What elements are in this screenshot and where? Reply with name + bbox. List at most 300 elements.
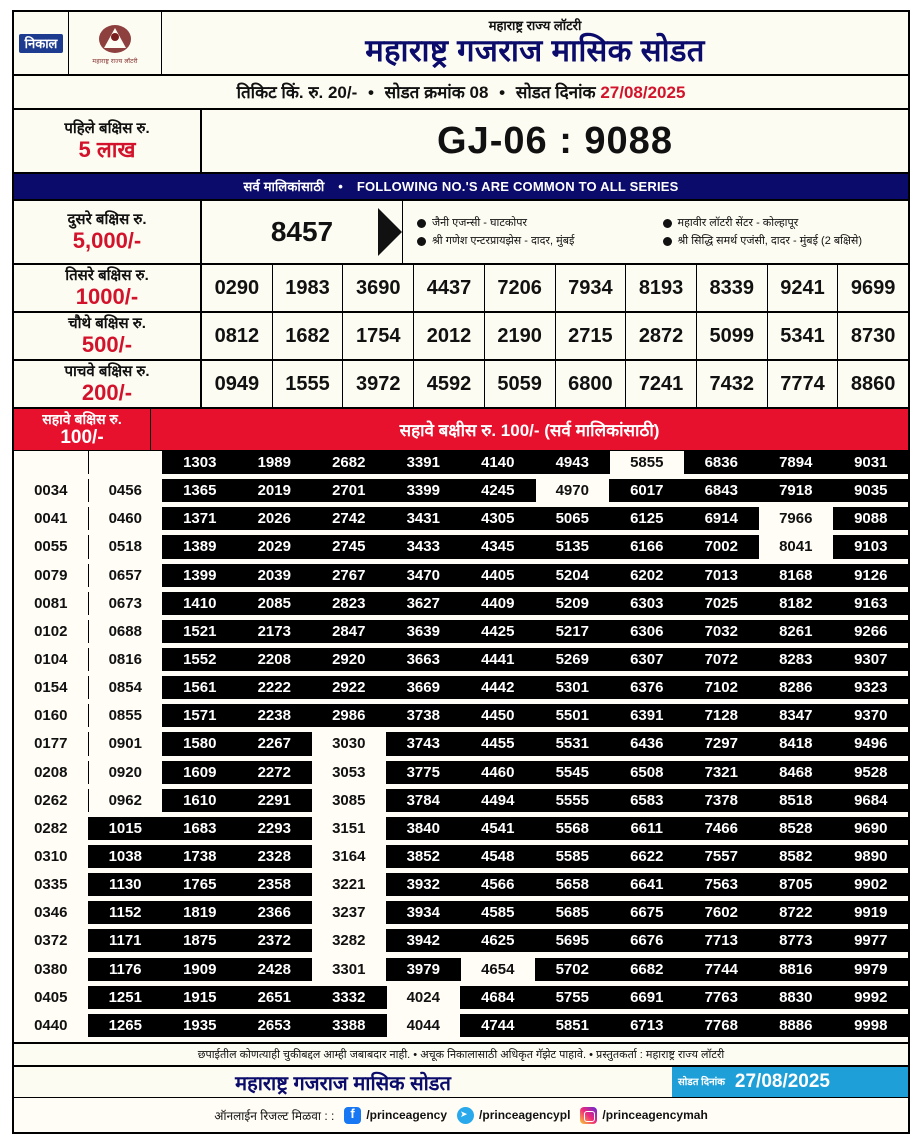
sixth-prize-number: 1935	[163, 1014, 238, 1037]
sixth-prize-number: 2173	[238, 620, 313, 643]
sixth-prize-number: 2682	[312, 451, 387, 474]
sixth-prize-number: 2701	[312, 479, 387, 502]
prize-number: 5059	[485, 361, 556, 407]
sixth-prize-number: 1410	[163, 592, 238, 615]
sixth-prize-number: 1610	[163, 789, 238, 812]
second-prize-label-cell	[14, 201, 202, 263]
sixth-prize-number: 8705	[759, 873, 834, 896]
sixth-prize-number: 9890	[834, 845, 909, 868]
sixth-prize-number: 8468	[759, 761, 834, 784]
sixth-prize-number: 1909	[163, 958, 238, 981]
sixth-prize-number: 3431	[387, 507, 462, 530]
sixth-prize-number: 3663	[387, 648, 462, 671]
sixth-prize-number: 9126	[834, 564, 909, 587]
arrow-icon	[376, 201, 402, 263]
sixth-prize-number: 5658	[536, 873, 611, 896]
sixth-prize-number: 0282	[14, 817, 89, 840]
sixth-prize-number: 6508	[610, 761, 685, 784]
sixth-prize-number: 8347	[759, 704, 834, 727]
sixth-prize-number: 7744	[685, 958, 760, 981]
sixth-prize-number: 3282	[312, 929, 387, 952]
sixth-prize-number: 6376	[610, 676, 685, 699]
first-prize-label: पहिले बक्षिस रु.	[64, 120, 150, 137]
bullet-icon	[663, 219, 672, 228]
facebook-handle[interactable]: /princeagency	[366, 1108, 448, 1122]
first-prize-number: GJ-06 : 9088	[437, 119, 673, 162]
sixth-prize-number: 8041	[759, 535, 834, 558]
sixth-prize-number: 1580	[163, 732, 238, 755]
sixth-prize-number: 1265	[89, 1014, 164, 1037]
sixth-prize-number: 1521	[163, 620, 238, 643]
sixth-prize-number: 4494	[461, 789, 536, 812]
social-instagram[interactable]	[580, 1107, 707, 1124]
sixth-prize-number: 2847	[312, 620, 387, 643]
sixth-prize-number: 3470	[387, 564, 462, 587]
prize-number: 1983	[273, 265, 344, 311]
sixth-prize-number: 3053	[312, 761, 387, 784]
sixth-prize-number: 9690	[834, 817, 909, 840]
sixth-prize-number: 9919	[834, 901, 909, 924]
sixth-prize-number: 7297	[685, 732, 760, 755]
prize-rows	[14, 265, 908, 409]
sixth-prize-number: 0208	[14, 761, 89, 784]
sixth-prize-number: 7768	[685, 1014, 760, 1037]
sixth-prize-number: 0816	[89, 648, 164, 671]
sixth-prize-number: 7713	[685, 929, 760, 952]
footer-title-row	[14, 1067, 908, 1098]
sixth-prize-number: 0380	[14, 958, 89, 981]
sixth-prize-number: 8261	[759, 620, 834, 643]
sixth-prize-number: 6682	[610, 958, 685, 981]
agent-name: श्री गणेश एन्टरप्रायझेस - दादर, मुंबई	[432, 235, 575, 247]
prize-number: 8193	[626, 265, 697, 311]
sixth-prize-number: 5204	[536, 564, 611, 587]
prize-number: 1754	[343, 313, 414, 359]
sixth-prize-number: 1571	[163, 704, 238, 727]
prize-number: 7241	[626, 361, 697, 407]
prize-number: 3690	[343, 265, 414, 311]
sixth-prize-number: 3852	[387, 845, 462, 868]
sixth-prize-number: 6843	[685, 479, 760, 502]
sixth-prize-number: 1038	[89, 845, 164, 868]
sixth-prize-heading: सहावे बक्षीस रु. 100/- (सर्व मालिकांसाठी)	[151, 409, 908, 450]
sixth-prize-number: 0081	[14, 592, 89, 615]
sixth-prize-number: 3388	[312, 1014, 387, 1037]
sixth-prize-number: 0372	[14, 929, 89, 952]
sixth-prize-number: 9035	[834, 479, 909, 502]
sixth-prize-number: 0518	[89, 535, 164, 558]
prize-amount: 1000/-	[75, 284, 139, 309]
facebook-icon[interactable]	[344, 1107, 361, 1124]
agent-name: श्री सिद्धि समर्थ एजंसी, दादर - मुंबई (2 बक्षिसे)	[677, 235, 862, 247]
sixth-prize-number: 0688	[89, 620, 164, 643]
footer-title: महाराष्ट्र गजराज मासिक सोडत	[235, 1072, 451, 1095]
sixth-prize-number: 2019	[238, 479, 313, 502]
sixth-prize-number: 9902	[834, 873, 909, 896]
sixth-prize-number: 8830	[759, 986, 834, 1009]
sixth-prize-number: 0854	[89, 676, 164, 699]
draw-number-label: सोडत क्रमांक	[384, 83, 465, 102]
sixth-prize-number: 2745	[312, 535, 387, 558]
sixth-prize-number: 1365	[163, 479, 238, 502]
sixth-prize-number: 2358	[238, 873, 313, 896]
sixth-prize-number: 2328	[238, 845, 313, 868]
result-border	[12, 10, 910, 1134]
common-series-left: सर्व मालिकांसाठी	[243, 179, 325, 194]
prize-number: 0949	[202, 361, 273, 407]
sixth-prize-number: 9977	[834, 929, 909, 952]
sixth-prize-number	[14, 451, 89, 474]
prize-number: 7206	[485, 265, 556, 311]
prize-number: 1555	[273, 361, 344, 407]
second-prize-label: दुसरे बक्षिस रु.	[67, 211, 147, 228]
sixth-prize-number: 2986	[312, 704, 387, 727]
prize-number: 5341	[768, 313, 839, 359]
agent-name: जैनी एजन्सी - घाटकोपर	[432, 217, 527, 229]
sixth-prize-number: 1399	[163, 564, 238, 587]
prize-number: 4592	[414, 361, 485, 407]
sixth-prize-number: 3391	[387, 451, 462, 474]
instagram-icon[interactable]	[580, 1107, 597, 1124]
sixth-prize-number: 5695	[536, 929, 611, 952]
sixth-prize-number: 2208	[238, 648, 313, 671]
online-result-label: ऑनलाईन रिजल्ट मिळवा : :	[214, 1108, 335, 1123]
sixth-prize-number: 4140	[461, 451, 536, 474]
sixth-prize-number: 4345	[461, 535, 536, 558]
sixth-prize-number	[89, 451, 164, 474]
telegram-icon[interactable]	[457, 1107, 474, 1124]
sixth-prize-number: 2651	[238, 986, 313, 1009]
sixth-prize-body	[14, 451, 908, 1042]
sixth-prize-number: 6622	[610, 845, 685, 868]
prize-number: 6800	[556, 361, 627, 407]
sixth-prize-number: 5585	[536, 845, 611, 868]
sixth-prize-number: 2653	[238, 1014, 313, 1037]
sixth-prize-number: 0102	[14, 620, 89, 643]
prize-number: 9241	[768, 265, 839, 311]
sixth-prize-number: 1251	[89, 986, 164, 1009]
sixth-prize-number: 0673	[89, 592, 164, 615]
sixth-prize-number: 1561	[163, 676, 238, 699]
sixth-prize-number: 2026	[238, 507, 313, 530]
sixth-prize-header	[14, 409, 908, 451]
sixth-prize-number: 7557	[685, 845, 760, 868]
agent-name: महावीर लॉटरी सेंटर - कोल्हापूर	[677, 217, 799, 229]
sixth-prize-number: 2272	[238, 761, 313, 784]
sixth-prize-number: 5568	[536, 817, 611, 840]
prize-label-cell	[14, 313, 202, 359]
sixth-prize-number: 2293	[238, 817, 313, 840]
sixth-prize-number: 6713	[610, 1014, 685, 1037]
sixth-prize-number: 7966	[759, 507, 834, 530]
sixth-prize-number: 0901	[89, 732, 164, 755]
sixth-prize-number: 4425	[461, 620, 536, 643]
sixth-prize-number: 3399	[387, 479, 462, 502]
prize-number: 0812	[202, 313, 273, 359]
sixth-prize-number: 0335	[14, 873, 89, 896]
prize-number: 3972	[343, 361, 414, 407]
footer-date-label: सोडत दिनांक	[678, 1076, 725, 1088]
second-prize-row	[14, 201, 908, 265]
sixth-prize-number: 8582	[759, 845, 834, 868]
sixth-prize-number: 1152	[89, 901, 164, 924]
sixth-prize-number: 9266	[834, 620, 909, 643]
separator-dot-2: •	[499, 83, 506, 102]
sixth-prize-number: 6914	[685, 507, 760, 530]
sixth-prize-number: 3301	[312, 958, 387, 981]
sixth-prize-number: 6202	[610, 564, 685, 587]
sixth-prize-number: 1171	[89, 929, 164, 952]
sixth-prize-number: 5545	[536, 761, 611, 784]
prize-number: 7432	[697, 361, 768, 407]
second-prize-number-cell	[202, 201, 402, 263]
prize-row	[14, 265, 908, 313]
sixth-prize-number: 7002	[685, 535, 760, 558]
sixth-prize-number: 8518	[759, 789, 834, 812]
sixth-prize-number: 0160	[14, 704, 89, 727]
sixth-prize-number: 3151	[312, 817, 387, 840]
sixth-prize-number: 0034	[14, 479, 89, 502]
prize-number: 7934	[556, 265, 627, 311]
sixth-prize-number: 4654	[461, 958, 536, 981]
sixth-prize-number: 2291	[238, 789, 313, 812]
sixth-prize-number: 1765	[163, 873, 238, 896]
sixth-prize-number: 2372	[238, 929, 313, 952]
sixth-prize-number: 8168	[759, 564, 834, 587]
sixth-prize-number: 1989	[238, 451, 313, 474]
sixth-prize-number: 4566	[461, 873, 536, 896]
sixth-prize-number: 3932	[387, 873, 462, 896]
sixth-prize-number: 4450	[461, 704, 536, 727]
sixth-prize-number: 3639	[387, 620, 462, 643]
sixth-prize-number: 7321	[685, 761, 760, 784]
sixth-prize-number: 5301	[536, 676, 611, 699]
sixth-prize-number: 6641	[610, 873, 685, 896]
separator-dot-3: •	[338, 179, 344, 194]
sixth-prize-number: 4245	[461, 479, 536, 502]
sixth-prize-number: 7378	[685, 789, 760, 812]
sixth-prize-number: 4044	[387, 1014, 462, 1037]
sixth-prize-number: 7032	[685, 620, 760, 643]
sixth-prize-number: 1015	[89, 817, 164, 840]
sixth-prize-number: 8816	[759, 958, 834, 981]
sixth-prize-number: 3332	[312, 986, 387, 1009]
prize-number: 4437	[414, 265, 485, 311]
sixth-prize-number: 4441	[461, 648, 536, 671]
sixth-prize-number: 0177	[14, 732, 89, 755]
sixth-prize-number: 6611	[610, 817, 685, 840]
sixth-prize-number: 7072	[685, 648, 760, 671]
first-prize-row	[14, 110, 908, 174]
sixth-prize-number: 1389	[163, 535, 238, 558]
sixth-prize-number: 3942	[387, 929, 462, 952]
sixth-prize-number: 7763	[685, 986, 760, 1009]
nikal-badge-cell	[14, 12, 69, 74]
sixth-prize-number: 6691	[610, 986, 685, 1009]
sixth-prize-number: 7918	[759, 479, 834, 502]
prize-number: 8339	[697, 265, 768, 311]
sixth-prize-number: 9370	[834, 704, 909, 727]
sixth-prize-number: 1683	[163, 817, 238, 840]
sixth-prize-number: 4409	[461, 592, 536, 615]
sixth-prize-number: 3221	[312, 873, 387, 896]
sixth-prize-number: 2823	[312, 592, 387, 615]
sixth-prize-number: 2085	[238, 592, 313, 615]
sixth-prize-number: 3030	[312, 732, 387, 755]
sixth-prize-number: 6125	[610, 507, 685, 530]
sixth-prize-number: 5209	[536, 592, 611, 615]
sixth-prize-number: 2222	[238, 676, 313, 699]
sixth-prize-number: 1875	[163, 929, 238, 952]
sixth-prize-number: 8528	[759, 817, 834, 840]
second-prize-number: 8457	[270, 216, 334, 247]
sixth-prize-number: 8182	[759, 592, 834, 615]
sixth-prize-number: 9998	[834, 1014, 909, 1037]
sixth-prize-grid	[14, 451, 908, 1042]
sixth-prize-number: 2920	[312, 648, 387, 671]
sixth-prize-number: 0855	[89, 704, 164, 727]
sixth-prize-number: 0456	[89, 479, 164, 502]
header-title: महाराष्ट्र गजराज मासिक सोडत	[365, 32, 705, 68]
sixth-prize-number: 7013	[685, 564, 760, 587]
sixth-prize-number: 8722	[759, 901, 834, 924]
social-telegram[interactable]	[457, 1107, 570, 1124]
sixth-prize-number: 3775	[387, 761, 462, 784]
sixth-prize-number: 0657	[89, 564, 164, 587]
prize-numbers	[202, 361, 908, 407]
sixth-prize-number: 4548	[461, 845, 536, 868]
sixth-prize-number: 8886	[759, 1014, 834, 1037]
sixth-prize-number: 9992	[834, 986, 909, 1009]
sixth-prize-number: 0440	[14, 1014, 89, 1037]
draw-date-label: सोडत दिनांक	[515, 83, 596, 102]
sixth-prize-number: 4541	[461, 817, 536, 840]
sixth-prize-number: 9163	[834, 592, 909, 615]
sixth-prize-number: 0920	[89, 761, 164, 784]
prize-number: 5099	[697, 313, 768, 359]
sixth-prize-number: 5555	[536, 789, 611, 812]
sixth-prize-number: 8773	[759, 929, 834, 952]
sixth-prize-number: 6675	[610, 901, 685, 924]
sixth-prize-number: 5217	[536, 620, 611, 643]
sixth-prize-number: 3164	[312, 845, 387, 868]
sixth-prize-number: 1915	[163, 986, 238, 1009]
sixth-prize-number: 3738	[387, 704, 462, 727]
sixth-prize-number: 7602	[685, 901, 760, 924]
sixth-prize-number: 3979	[387, 958, 462, 981]
sixth-prize-number: 9528	[834, 761, 909, 784]
prize-label-cell	[14, 265, 202, 311]
disclaimer-note: छपाईतील कोणत्याही चुकीबद्दल आम्ही जबाबदार नाही. • अचूक निकालासाठी अधिकृत गॅझेट पाहावे. • प्रस्तुतकर्ता : महाराष्ट्र राज्य लॉटरी	[14, 1042, 908, 1067]
sixth-prize-number: 5135	[536, 535, 611, 558]
sixth-prize-number: 4405	[461, 564, 536, 587]
prize-number: 8730	[850, 324, 896, 347]
sixth-prize-number: 1738	[163, 845, 238, 868]
header-titles	[162, 12, 908, 74]
sixth-prize-number: 6583	[610, 789, 685, 812]
sixth-prize-number: 0154	[14, 676, 89, 699]
sixth-prize-number: 6166	[610, 535, 685, 558]
prize-number: 9699	[850, 276, 896, 299]
sixth-prize-number: 9323	[834, 676, 909, 699]
prize-label: चौथे बक्षिस रु.	[68, 315, 146, 332]
sixth-prize-number: 7466	[685, 817, 760, 840]
sixth-prize-number: 9684	[834, 789, 909, 812]
common-series-band	[14, 174, 908, 201]
sixth-prize-number: 2039	[238, 564, 313, 587]
sixth-prize-number: 4305	[461, 507, 536, 530]
sixth-prize-number: 7563	[685, 873, 760, 896]
sixth-prize-number: 1130	[89, 873, 164, 896]
sixth-prize-number: 6306	[610, 620, 685, 643]
sixth-prize-number: 4455	[461, 732, 536, 755]
prize-amount: 200/-	[81, 380, 133, 405]
sixth-prize-number: 4460	[461, 761, 536, 784]
telegram-handle[interactable]: /princeagencypl	[479, 1108, 571, 1122]
sixth-prize-number: 5851	[536, 1014, 611, 1037]
sixth-prize-number: 8418	[759, 732, 834, 755]
prize-number: 0290	[202, 265, 273, 311]
sixth-prize-number: 5531	[536, 732, 611, 755]
sixth-prize-number: 1303	[163, 451, 238, 474]
sixth-prize-amount: 100/-	[60, 427, 104, 448]
sixth-prize-number: 2742	[312, 507, 387, 530]
social-facebook[interactable]	[344, 1107, 447, 1124]
sixth-prize-number: 3784	[387, 789, 462, 812]
sixth-prize-number: 1176	[89, 958, 164, 981]
sixth-prize-label: सहावे बक्षिस रु.	[42, 411, 122, 427]
sixth-prize-number: 6017	[610, 479, 685, 502]
sixth-prize-number: 8283	[759, 648, 834, 671]
sixth-prize-number: 5702	[536, 958, 611, 981]
sixth-prize-number: 5685	[536, 901, 611, 924]
first-prize-label-cell	[14, 110, 202, 172]
sixth-prize-number: 6391	[610, 704, 685, 727]
sixth-prize-number: 7128	[685, 704, 760, 727]
prize-number: 2715	[556, 313, 627, 359]
instagram-handle[interactable]: /princeagencymah	[602, 1108, 708, 1122]
ticket-price-value: 20/-	[327, 83, 358, 102]
sixth-prize-number: 7102	[685, 676, 760, 699]
sixth-prize-number: 0041	[14, 507, 89, 530]
sixth-prize-number: 9031	[834, 451, 909, 474]
sixth-prize-number: 0310	[14, 845, 89, 868]
sixth-prize-number: 4024	[387, 986, 462, 1009]
draw-date-value: 27/08/2025	[600, 83, 686, 102]
sixth-prize-number: 9307	[834, 648, 909, 671]
sixth-prize-number: 5269	[536, 648, 611, 671]
bullet-icon	[417, 219, 426, 228]
sixth-prize-number: 1371	[163, 507, 238, 530]
sixth-prize-number: 0405	[14, 986, 89, 1009]
sixth-prize-number: 3085	[312, 789, 387, 812]
agent-item	[663, 214, 909, 232]
sixth-prize-number: 6676	[610, 929, 685, 952]
sixth-prize-number: 5501	[536, 704, 611, 727]
common-series-right: FOLLOWING NO.'S ARE COMMON TO ALL SERIES	[356, 179, 679, 194]
first-prize-number-cell	[202, 110, 908, 172]
sixth-prize-number: 4744	[461, 1014, 536, 1037]
prize-label-cell	[14, 361, 202, 407]
ticket-price-label: तिकिट किं. रु.	[236, 83, 324, 102]
ticket-info-row	[14, 76, 908, 110]
sixth-prize-number: 5755	[536, 986, 611, 1009]
sixth-prize-number: 0262	[14, 789, 89, 812]
agent-row	[417, 214, 908, 232]
sixth-prize-label-cell	[14, 409, 151, 450]
prize-row	[14, 313, 908, 361]
separator-dot-1: •	[367, 83, 374, 102]
